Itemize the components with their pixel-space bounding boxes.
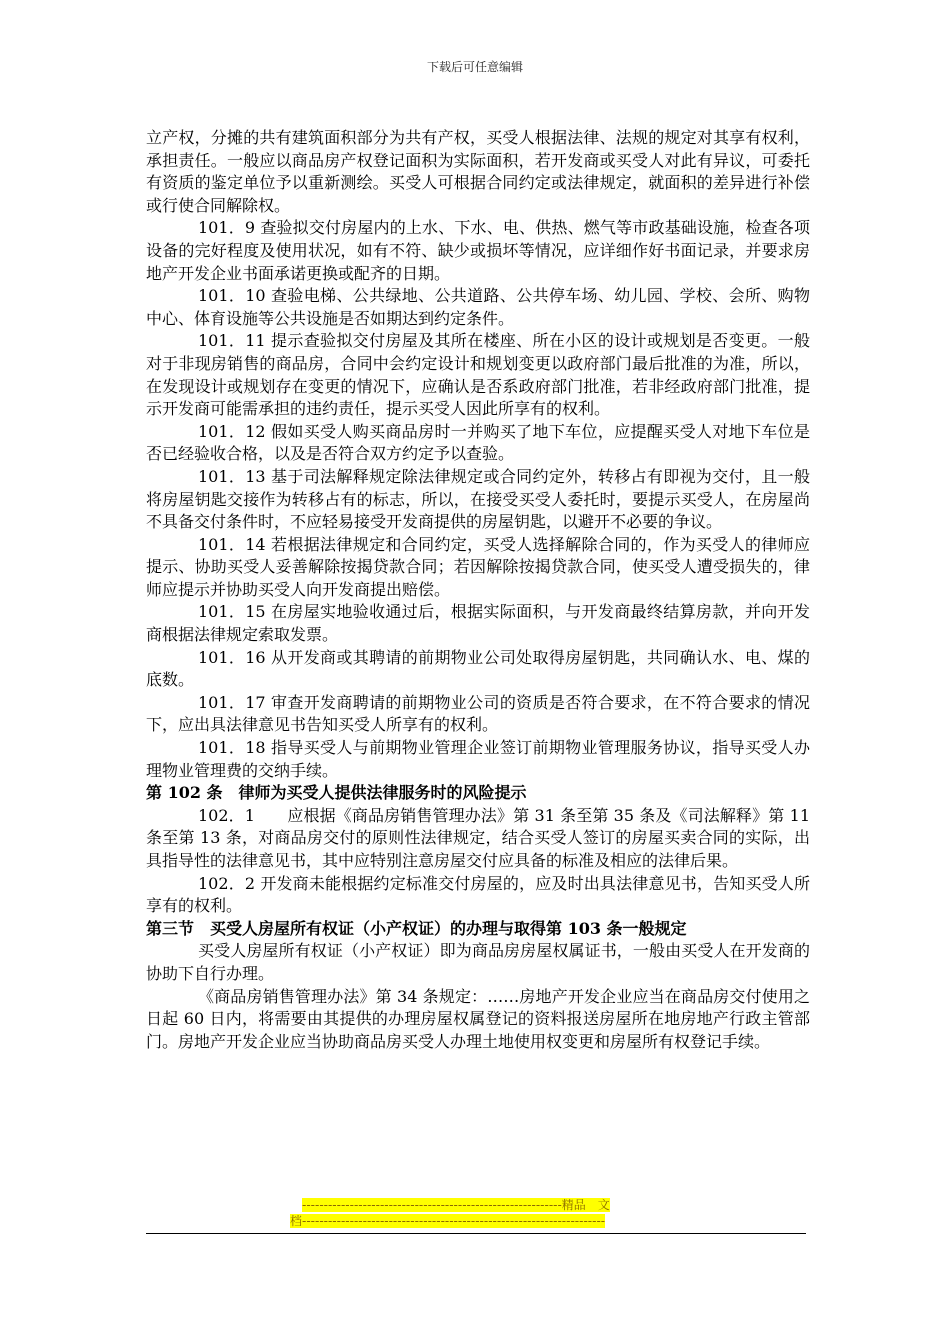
paragraph-101-10: 101．10 查验电梯、公共绿地、公共道路、公共停车场、幼儿园、学校、会所、购物中心、体育设施等公共设施是否如期达到约定条件。 [146, 286, 810, 328]
page-footer-watermark [290, 1197, 662, 1229]
paragraph-103-a: 买受人房屋所有权证（小产权证）即为商品房房屋权属证书，一般由买受人在开发商的协助下自行办理。 [146, 941, 810, 983]
footer-line-1: ------------------------------------------------------------精品 文 [302, 1198, 610, 1212]
paragraph-101-9: 101．9 查验拟交付房屋内的上水、下水、电、供热、燃气等市政基础设施，检查各项设备的完好程度及使用状况，如有不符、缺少或损坏等情况，应详细作好书面记录，并要求房地产开发企业书面承诺更换或配齐的日期。 [146, 218, 810, 283]
section-heading-102: 第 102 条 律师为买受人提供法律服务时的风险提示 [146, 783, 527, 803]
page-header: 下载后可任意编辑 [426, 60, 523, 74]
paragraph-101-17: 101．17 审查开发商聘请的前期物业公司的资质是否符合要求，在不符合要求的情况下，应出具法律意见书告知买受人所享有的权利。 [146, 692, 810, 735]
paragraph-101-15: 101．15 在房屋实地验收通过后，根据实际面积，与开发商最终结算房款，并向开发商根据法律规定索取发票。 [146, 602, 810, 645]
paragraph-103-b: 《商品房销售管理办法》第 34 条规定：……房地产开发企业应当在商品房交付使用之日起 60 日内，将需要由其提供的办理房屋权属登记的资料报送房屋所在地房地产行政主管部门。房地产开发企业应当协助商品房买受人办理土地使用权变更和房屋所有权登记手续。 [146, 986, 810, 1051]
paragraph-102-2: 102．2 开发商未能根据约定标准交付房屋的，应及时出具法律意见书，告知买受人所享有的权利。 [146, 873, 810, 916]
paragraph-101-16: 101．16 从开发商或其聘请的前期物业公司处取得房屋钥匙，共同确认水、电、煤的底数。 [146, 647, 810, 690]
paragraph-102-1: 102．1 应根据《商品房销售管理办法》第 31 条至第 35 条及《司法解释》第 11 条至第 13 条，对商品房交付的原则性法律规定，结合买受人签订的房屋买卖合同的实际，出具指导性的法律意见书，其中应特别注意房屋交付应具备的标准及相应的法律后果。 [146, 805, 810, 870]
footer-divider [146, 1233, 806, 1234]
paragraph-101-13: 101．13 基于司法解释规定除法律规定或合同约定外，转移占有即视为交付，且一般将房屋钥匙交接作为转移占有的标志，所以，在接受买受人委托时，要提示买受人，在房屋尚不具备交付条件时，不应轻易接受开发商提供的房屋钥匙，以避开不必要的争议。 [146, 466, 810, 532]
section-heading-103: 第三节 买受人房屋所有权证（小产权证）的办理与取得第 103 条一般规定 [146, 918, 687, 938]
paragraph: 立产权，分摊的共有建筑面积部分为共有产权，买受人根据法律、法规的规定对其享有权利，承担责任。一般应以商品房产权登记面积为实际面积，若开发商或买受人对此有异议，可委托有资质的鉴定单位予以重新测绘。买受人可根据合同约定或法律规定，就面积的差异进行补偿或行使合同解除权。 [146, 128, 810, 215]
footer-line-2: 档---------------------------------------------------------------------- [290, 1214, 606, 1228]
paragraph-101-18: 101．18 指导买受人与前期物业管理企业签订前期物业管理服务协议，指导买受人办理物业管理费的交纳手续。 [146, 738, 810, 780]
paragraph-101-14: 101．14 若根据法律规定和合同约定，买受人选择解除合同的，作为买受人的律师应提示、协助买受人妥善解除按揭贷款合同；若因解除按揭贷款合同，使买受人遭受损失的，律师应提示并协助买受人向开发商提出赔偿。 [146, 534, 810, 599]
document-body [146, 127, 810, 1053]
paragraph-101-11: 101．11 提示查验拟交付房屋及其所在楼座、所在小区的设计或规划是否变更。一般对于非现房销售的商品房，合同中会约定设计和规划变更以政府部门最后批准的为准，所以，在发现设计或规划存在变更的情况下，应确认是否系政府部门批准，若非经政府部门批准，提示开发商可能需承担的违约责任，提示买受人因此所享有的权利。 [146, 331, 810, 419]
paragraph-101-12: 101．12 假如买受人购买商品房时一并购买了地下车位，应提醒买受人对地下车位是否已经验收合格，以及是否符合双方约定予以查验。 [146, 421, 810, 464]
